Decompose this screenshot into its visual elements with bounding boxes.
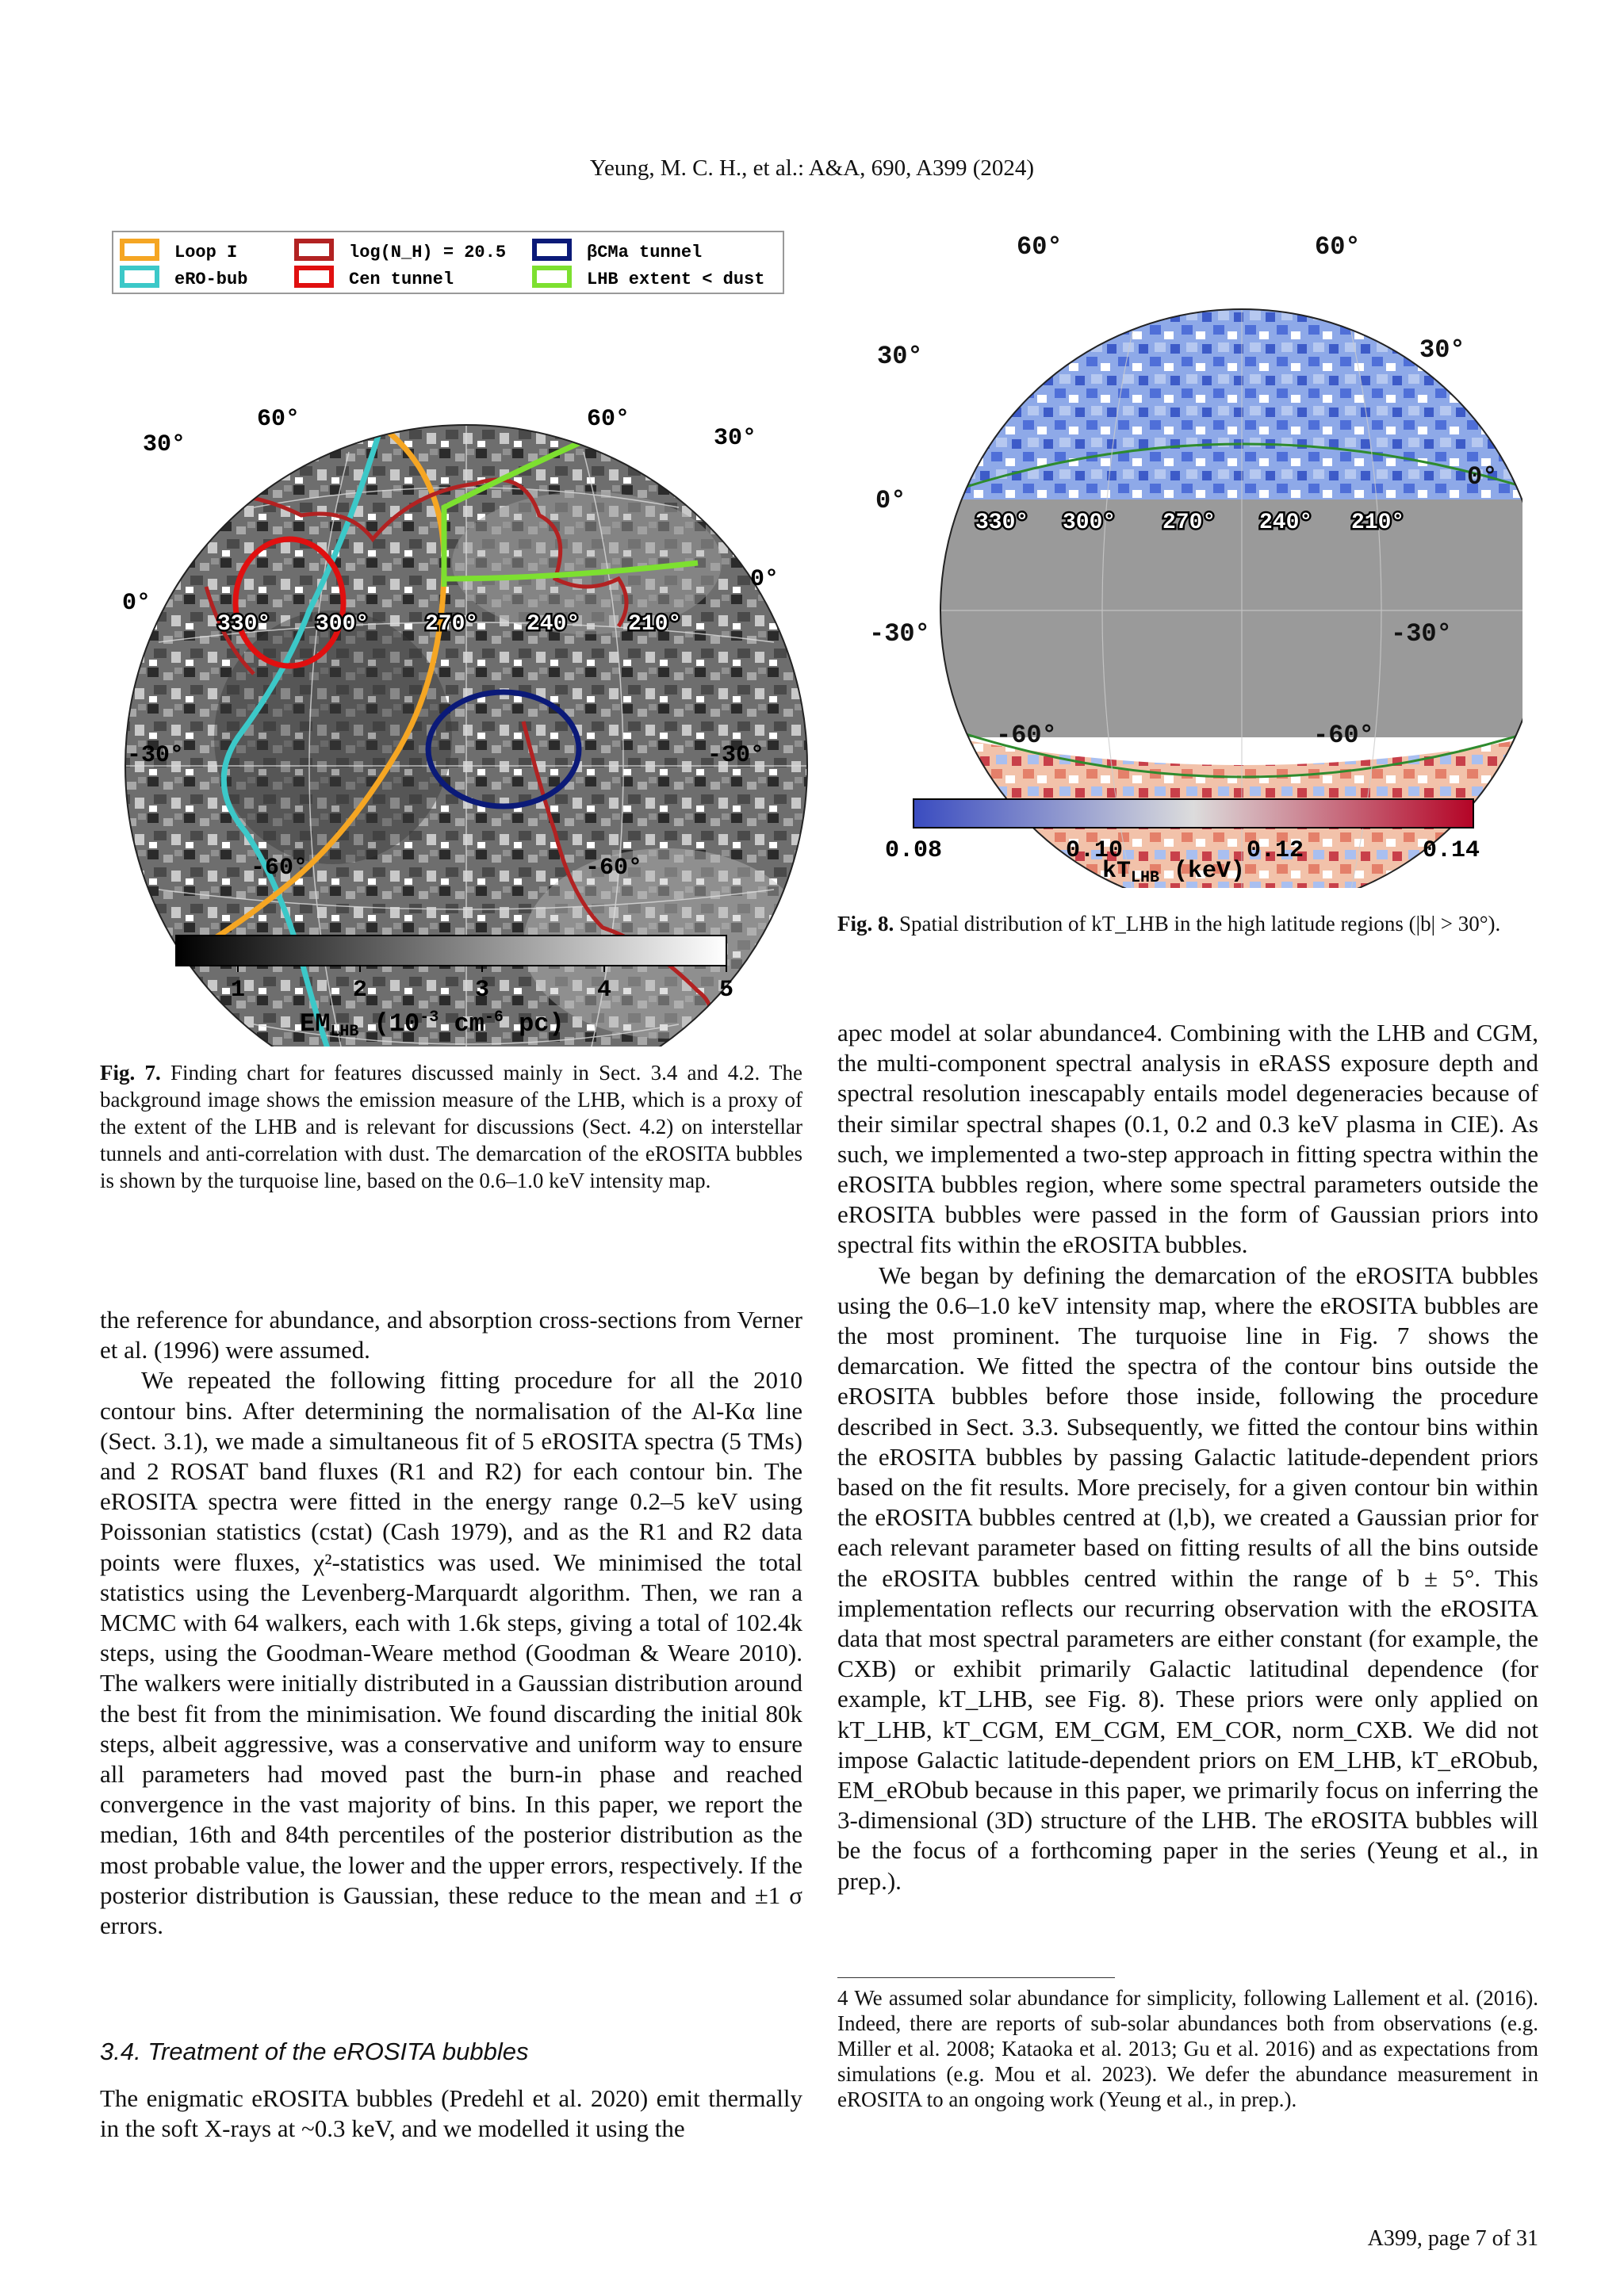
lon-label-240: 240°: [1259, 511, 1313, 535]
lat-label-m30-right: -30°: [707, 742, 765, 769]
lon-label-330: 330°: [217, 612, 271, 637]
lon-label-240: 240°: [527, 612, 580, 637]
caption-label: Fig. 8.: [837, 912, 894, 936]
legend-loop1: Loop I: [174, 243, 238, 262]
figure-7-legend: [113, 232, 783, 293]
lon-label-300: 300°: [1063, 511, 1116, 535]
colorbar-tick: 4: [596, 977, 612, 1004]
paragraph: the reference for abundance, and absorption cross-sections from Verner et al. (1996) were assumed.: [100, 1306, 802, 1364]
lat-label-30-left: 30°: [877, 342, 923, 371]
legend-bcma: βCMa tunnel: [587, 243, 703, 262]
lon-label-210: 210°: [628, 612, 682, 637]
figure-7: [111, 230, 809, 1047]
colorbar-label: $kT_{LHB}$ (keV): [1102, 858, 1246, 887]
lon-label-270: 270°: [425, 612, 479, 637]
colorbar-tick: 3: [474, 977, 490, 1004]
colorbar-tick: 0.10: [1065, 837, 1124, 864]
paragraph: We repeated the following fitting procedure for all the 2010 contour bins. After determining the normalisation of the Al-Kα line (Sect. 3.1), we made a simultaneous fit of 5 eROSITA spectra (5 TMs) and 2 ROSAT band fluxes (R1 and R2) for each contour bin. The eROSITA spectra were fitted in the energy range 0.2–5 keV using Poissonian statistics (cstat) (Cash 1979), and as the R1 and R2 data points were fluxes, χ²-statistics was used. We minimised the total statistics using the Levenberg-Marquardt algorithm. Then, we ran a MCMC with 64 walkers, each with 1.6k steps, giving a total of 102.4k steps, using the Goodman-Weare method (Goodman & Weare 2010). The walkers were initially distributed in a Gaussian distribution around the best fit from the minimisation. We found discarding the initial 80k steps, albeit aggressive, was a conservative and uniform way to ensure all parameters had moved past the burn-in phase and reached convergence in the vast majority of bins. In this paper, we report the median, 16th and 84th percentiles of the posterior distribution as the most probable value, the lower and the upper errors, respectively. If the posterior distribution is Gaussian, these reduce to the mean and ±1 σ errors.: [100, 1366, 802, 1940]
lat-label-0-right: 0°: [1467, 462, 1498, 492]
lat-label-0-left: 0°: [875, 486, 906, 515]
lat-label-60-left: 60°: [1017, 232, 1063, 262]
lon-label-300: 300°: [316, 612, 370, 637]
lon-label-330: 330°: [975, 511, 1029, 535]
figure-8: [864, 230, 1522, 888]
left-column-bottom: [100, 2084, 802, 2144]
paragraph: apec model at solar abundance4. Combining with the LHB and CGM, the multi-component spectral analysis in eRASS exposure depth and spectral resolution inescapably entails model degeneracies because of their similar spectral shapes (0.1, 0.2 and 0.3 keV plasma in CIE). As such, we implemented a two-step approach in fitting spectra within the eROSITA bubbles region, where some spectral parameters outside the eROSITA bubbles were passed in the form of Gaussian priors into spectral fits within the eROSITA bubbles.: [837, 1019, 1538, 1259]
lat-label-m30-right: -30°: [1391, 619, 1452, 649]
right-column: [837, 1018, 1538, 1896]
colorbar-tick: 5: [718, 977, 734, 1004]
lon-label-210: 210°: [1351, 511, 1405, 535]
lat-label-m60-right: -60°: [1313, 721, 1374, 750]
lat-label-30-right: 30°: [714, 425, 757, 452]
lat-label-0-right: 0°: [750, 566, 779, 593]
caption-label: Fig. 7.: [100, 1061, 161, 1085]
caption-text: Finding chart for features discussed mainly in Sect. 3.4 and 4.2. The background image shows the emission measure of the LHB, which is a proxy of the extent of the LHB and is relevant for discussions (Sect. 4.2) on interstellar tunnels and anti-correlation with dust. The demarcation of the eROSITA bubbles is shown by the turquoise line, based on the 0.6–1.0 keV intensity map.: [100, 1061, 803, 1192]
lat-label-60-left: 60°: [257, 406, 301, 433]
paragraph: The enigmatic eROSITA bubbles (Predehl et al. 2020) emit thermally in the soft X-rays at ~0.3 keV, and we modelled it using the: [100, 2084, 802, 2143]
colorbar-tick: 1: [230, 977, 246, 1004]
legend-lhb: LHB extent < dust: [587, 270, 765, 289]
colorbar-tick: 0.14: [1422, 837, 1480, 864]
lat-label-0-left: 0°: [122, 590, 151, 617]
legend-cen: Cen tunnel: [349, 270, 454, 289]
lon-label-270: 270°: [1162, 511, 1216, 535]
footnote: 4 We assumed solar abundance for simplicity, following Lallement et al. (2016). Indeed, there are reports of sub-solar abundances both from observations (e.g. Miller et al. 2008; Kataoka et al. 2013; Gu et al. 2016) and as expectations from simulations (e.g. Mou et al. 2023). We defer the abundance measurement in eROSITA to an ongoing work (Yeung et al., in prep.).: [837, 1986, 1538, 2111]
lat-label-m30-left: -30°: [869, 619, 930, 649]
legend-erobub: eRO-bub: [174, 270, 248, 289]
running-header: Yeung, M. C. H., et al.: A&A, 690, A399 (2024): [589, 155, 1035, 181]
legend-nh: log(N_H) = 20.5: [349, 243, 507, 262]
lat-label-30-right: 30°: [1419, 335, 1465, 365]
lat-label-m60-left: -60°: [251, 855, 308, 882]
lat-label-30-left: 30°: [143, 431, 186, 458]
footnote-rule: [837, 1977, 1115, 1978]
colorbar-tick: 0.08: [884, 837, 943, 864]
figure-7-caption: [100, 1059, 802, 1194]
figure-7-plot: [111, 230, 809, 1047]
lat-label-m30-left: -30°: [127, 742, 185, 769]
lat-label-60-right: 60°: [1315, 232, 1361, 262]
colorbar-tick: 0.12: [1246, 837, 1304, 864]
page-footer: A399, page 7 of 31: [1367, 2226, 1538, 2251]
figure-8-caption: [837, 910, 1538, 937]
colorbar-label: EMLHB ($10^{-3}$ $cm^{-6}$ pc): [300, 1008, 565, 1041]
colorbar-tick: 2: [352, 977, 368, 1004]
caption-text: Spatial distribution of kT_LHB in the high latitude regions (|b| > 30°).: [899, 912, 1501, 936]
lat-label-m60-right: -60°: [585, 855, 643, 882]
left-column: [100, 1305, 802, 1941]
lat-label-m60-left: -60°: [996, 721, 1057, 750]
figure-8-plot: [864, 230, 1522, 888]
paragraph: We began by defining the demarcation of the eROSITA bubbles using the 0.6–1.0 keV intensity map, where the eROSITA bubbles are the most prominent. The turquoise line in Fig. 7 shows the demarcation. We fitted the spectra of the contour bins outside the eROSITA bubbles before those inside, following the procedure described in Sect. 3.3. Subsequently, we fitted the contour bins within the eROSITA bubbles by passing Galactic latitude-dependent priors based on the fit results. More precisely, for a given contour bin within the eROSITA bubbles centred at (l,b), we created a Gaussian prior for each relevant parameter based on fitting results of all the bins outside the eROSITA bubbles centred within the range of b ± 5°. This implementation reflects our recurring observation with the eROSITA data that most spectral parameters are either constant (for example, the CXB) or exhibit primarily Galactic latitudinal dependence (for example, kT_LHB, see Fig. 8). These priors were only applied on kT_LHB, kT_CGM, EM_CGM, EM_COR, norm_CXB. We did not impose Galactic latitude-dependent priors on EM_LHB, kT_eRObub, EM_eRObub because in this paper, we primarily focus on inferring the 3-dimensional (3D) structure of the LHB. The eROSITA bubbles will be the focus of a forthcoming paper in the series (Yeung et al., in prep.).: [837, 1261, 1538, 1895]
lat-label-60-right: 60°: [587, 406, 630, 433]
section-heading: 3.4. Treatment of the eROSITA bubbles: [100, 2038, 529, 2065]
